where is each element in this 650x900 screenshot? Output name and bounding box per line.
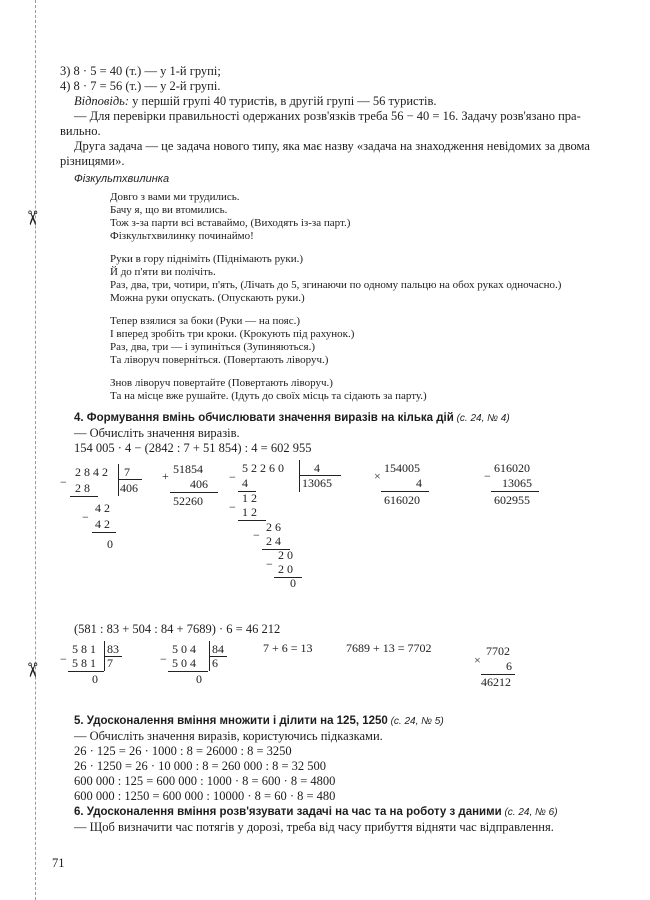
- calc-digit: 406: [120, 481, 138, 495]
- calc-digit: 4: [242, 476, 248, 490]
- division-bar: [299, 460, 300, 492]
- calc-digit: 2 4: [266, 534, 281, 548]
- calc-digit: 13065: [502, 476, 532, 490]
- minus-sign: −: [60, 475, 67, 489]
- calc-digit: 406: [190, 477, 208, 491]
- calc-digit: 2 0: [278, 548, 293, 562]
- times-sign: ×: [474, 653, 481, 667]
- expression-2: (581 : 83 + 504 : 84 + 7689) · 6 = 46 212: [74, 622, 281, 636]
- calc-digit: 4: [416, 476, 422, 490]
- section-5-instruction: — Обчисліть значення виразів, користуючись підказками.: [74, 729, 383, 743]
- poem-line: Та на місце вже рушайте. (Ідуть до своїх місць та сідають за парту.): [110, 390, 427, 402]
- calc-digit: 154005: [384, 461, 420, 475]
- calc-digit: 7702: [486, 644, 510, 658]
- poem-line: Фізкультхвилинку починаймо!: [110, 230, 254, 242]
- minus-sign: −: [266, 557, 273, 571]
- calc-digit: 1 2: [242, 505, 257, 519]
- calc-digit: 2 8: [75, 481, 90, 495]
- calc-digit: 4 2: [95, 501, 110, 515]
- calc-line: [491, 491, 539, 492]
- sum-1: 7 + 6 = 13: [263, 641, 313, 655]
- calc-digit: 51854: [173, 462, 203, 476]
- times-sign: ×: [374, 469, 381, 483]
- calc-digit: 5 8 1: [72, 642, 96, 656]
- calc-digit: 5 0 4: [172, 656, 196, 670]
- calc-line: [68, 671, 104, 672]
- calc-line: [170, 492, 218, 493]
- minus-sign: −: [484, 469, 491, 483]
- calc-digit: 7: [124, 465, 130, 479]
- answer-line: [74, 94, 437, 109]
- scissors-icon: ✂: [20, 209, 45, 227]
- calc-line: [92, 532, 116, 533]
- answer-text: у першій групі 40 туристів, в другій групі — 56 туристів.: [129, 94, 437, 108]
- minus-sign: −: [229, 470, 236, 484]
- poem-line: Довго з вами ми трудились.: [110, 191, 240, 203]
- calc-digit: 13065: [302, 476, 332, 490]
- calc-digit: 4 2: [95, 517, 110, 531]
- calc-digit: 1 2: [242, 491, 257, 505]
- calc-digit: 0: [92, 672, 98, 686]
- check-line-2: вильно.: [60, 124, 101, 138]
- calc-digit: 0: [290, 576, 296, 590]
- division-bar: [118, 464, 119, 496]
- calc-digit: 5 0 4: [172, 642, 196, 656]
- poem-line: Можна руки опускать. (Опускають руки.): [110, 292, 305, 304]
- calc-digit: 2 6: [266, 520, 281, 534]
- poem-line: Раз, два, три, чотири, п'ять, (Лічать до 5, згинаючи по одному пальцю на обох руках одночасно.): [110, 279, 562, 291]
- poem-line: Та ліворуч поверніться. (Повертають ліворуч.): [110, 354, 329, 366]
- calc-digit: 616020: [494, 461, 530, 475]
- step-4: 4) 8 · 7 = 56 (т.) — у 2-й групі.: [60, 79, 221, 93]
- plus-sign: +: [162, 469, 169, 483]
- minus-sign: −: [82, 510, 89, 524]
- second-task-line-2: різницями».: [60, 154, 125, 168]
- poem-line: Тепер взялися за боки (Руки — на пояс.): [110, 315, 300, 327]
- answer-label: Відповідь:: [74, 94, 130, 108]
- section-5-title: 5. Удосконалення вміння множити і ділити на 125, 1250: [74, 715, 388, 727]
- page-number: 71: [52, 856, 65, 870]
- step-3: 3) 8 · 5 = 40 (т.) — у 1-й групі;: [60, 64, 221, 78]
- calc-line-text: 26 · 125 = 26 · 1000 : 8 = 26000 : 8 = 3250: [74, 744, 292, 758]
- poem-line: Бачу я, що ви втомились.: [110, 204, 228, 216]
- division-line: [118, 479, 142, 480]
- fizkult-title: Фізкультхвилинка: [74, 173, 170, 185]
- section-4-ref: (с. 24, № 4): [453, 413, 510, 424]
- calc-digit: 5 8 1: [72, 656, 96, 670]
- calc-digit: 46212: [481, 675, 511, 689]
- second-task-line-1: Друга задача — це задача нового типу, яка має назву «задача на знаходження невідомих за двома: [74, 139, 590, 153]
- section-4-instruction: — Обчисліть значення виразів.: [74, 426, 240, 440]
- calc-digit: 84: [212, 642, 224, 656]
- section-6-heading: [74, 805, 558, 820]
- calc-line-text: 600 000 : 1250 = 600 000 : 10000 · 8 = 60 · 8 = 480: [74, 789, 336, 803]
- calc-line-text: 600 000 : 125 = 600 000 : 1000 · 8 = 600 · 8 = 4800: [74, 774, 336, 788]
- poem-line: Тож з-за парти всі вставаймо, (Виходять із-за парт.): [110, 217, 351, 229]
- calc-digit: 0: [196, 672, 202, 686]
- calc-digit: 616020: [384, 493, 420, 507]
- expression-1: 154 005 · 4 − (2842 : 7 + 51 854) : 4 = 602 955: [74, 441, 312, 455]
- section-4-heading: [74, 411, 510, 426]
- calc-digit: 2 8 4 2: [75, 465, 108, 479]
- section-6-ref: (с. 24, № 6): [501, 807, 558, 818]
- minus-sign: −: [253, 528, 260, 542]
- calc-line-text: 26 · 1250 = 26 · 10 000 : 8 = 260 000 : 8 = 32 500: [74, 759, 327, 773]
- calc-line: [381, 491, 429, 492]
- poem-line: Руки в гору підніміть (Піднімають руки.): [110, 253, 304, 265]
- section-6-text: — Щоб визначити час потягів у дорозі, треба від часу прибуття відняти час відправлення.: [74, 820, 554, 834]
- poem-line: Раз, два, три — і зупиніться (Зупиняються.): [110, 341, 315, 353]
- calc-digit: 6: [506, 659, 512, 673]
- minus-sign: −: [229, 500, 236, 514]
- section-5-heading: [74, 714, 444, 729]
- check-line-1: — Для перевірки правильності одержаних розв'язків треба 56 − 40 = 16. Задачу розв'язано пра-: [74, 109, 581, 123]
- calc-line: [238, 520, 266, 521]
- minus-sign: −: [60, 652, 67, 666]
- calc-digit: 7: [107, 656, 113, 670]
- section-6-title: 6. Удосконалення вміння розв'язувати задачі на час та на роботу з даними: [74, 806, 502, 818]
- calc-line: [274, 577, 302, 578]
- section-4-title: 4. Формування вмінь обчислювати значення виразів на кілька дій: [74, 412, 454, 424]
- calc-digit: 4: [314, 461, 320, 475]
- calc-digit: 0: [107, 537, 113, 551]
- calc-digit: 602955: [494, 493, 530, 507]
- calc-digit: 52260: [173, 494, 203, 508]
- sum-2: 7689 + 13 = 7702: [346, 641, 432, 655]
- cut-line: [35, 0, 36, 900]
- calc-digit: 2 0: [278, 562, 293, 576]
- calc-digit: 6: [212, 656, 218, 670]
- minus-sign: −: [160, 652, 167, 666]
- poem-line: Й до п'яти ви полічіть.: [110, 266, 216, 278]
- scissors-icon: ✂: [20, 661, 45, 679]
- poem-line: І вперед зробіть три кроки. (Крокують під рахунок.): [110, 328, 355, 340]
- section-5-ref: (с. 24, № 5): [387, 716, 444, 727]
- poem-line: Знов ліворуч повертайте (Повертають ліворуч.): [110, 377, 333, 389]
- calc-digit: 83: [107, 642, 119, 656]
- calc-line: [70, 496, 98, 497]
- calc-digit: 5 2 2 6 0: [242, 461, 284, 475]
- calc-line: [168, 671, 208, 672]
